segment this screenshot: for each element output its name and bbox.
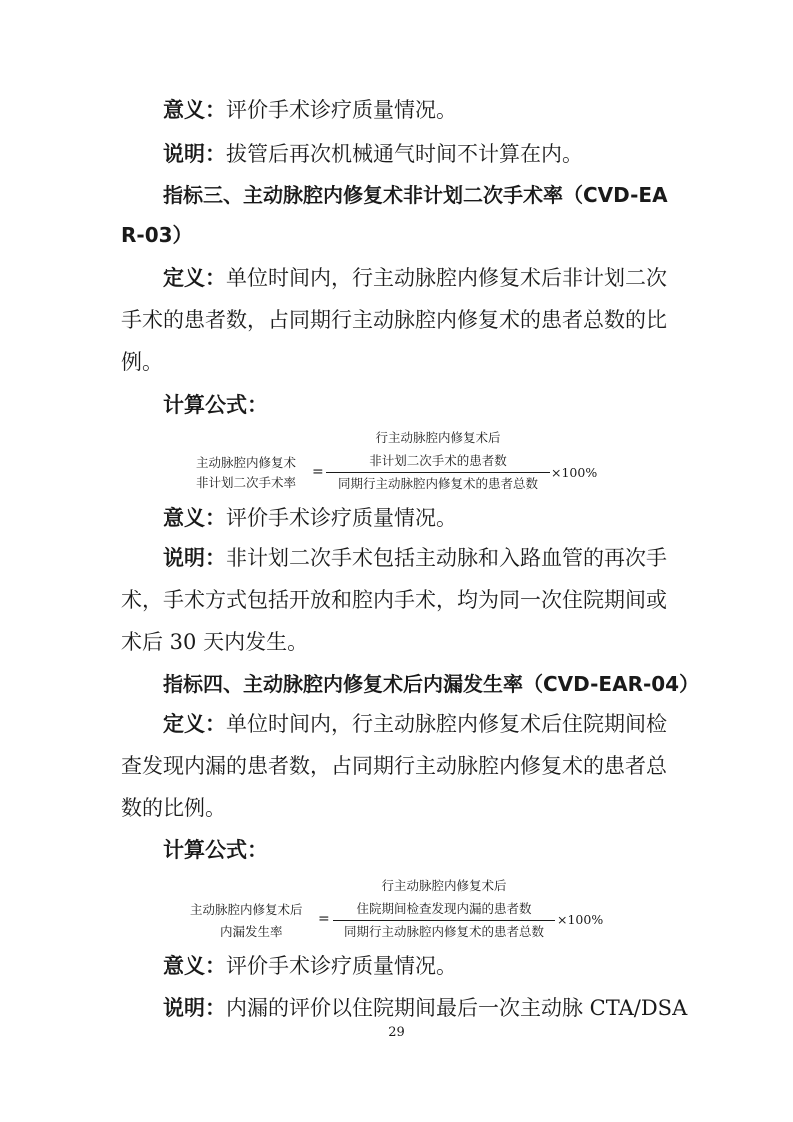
definition-3-line1 [163, 264, 667, 292]
formula-3-multiplier: ×100% [551, 465, 598, 480]
formula-3-fraction-bar [326, 472, 550, 473]
significance-text: 评价手术诊疗质量情况。 [226, 98, 457, 122]
note-3-line1 [163, 544, 667, 572]
definition-text: 单位时间内，行主动脉腔内修复术后非计划二次 [226, 266, 667, 290]
formula-4-lhs-line2: 内漏发生率 [220, 924, 283, 939]
note-4-paragraph [163, 994, 687, 1022]
formula-3-lhs-line1: 主动脉腔内修复术 [196, 455, 297, 470]
formula-4-numerator-line2: 住院期间检查发现内漏的患者数 [356, 901, 532, 916]
formula-4-fraction-bar [333, 920, 555, 921]
formula-3-numerator-line2: 非计划二次手术的患者数 [369, 453, 507, 468]
formula-4-title: 计算公式： [163, 838, 268, 862]
significance-text: 评价手术诊疗质量情况。 [226, 506, 457, 530]
note-label: 说明： [163, 996, 226, 1020]
significance-paragraph [163, 96, 457, 124]
indicator-3-heading-line1: 指标三、主动脉腔内修复术非计划二次手术率（CVD-EA [163, 183, 668, 207]
formula-4-lhs-line1: 主动脉腔内修复术后 [190, 902, 303, 917]
note-3-line3: 术后 30 天内发生。 [121, 630, 309, 654]
note-paragraph [163, 140, 583, 168]
significance-label: 意义： [163, 98, 226, 122]
significance-label: 意义： [163, 506, 226, 530]
note-text: 非计划二次手术包括主动脉和入路血管的再次手 [226, 546, 667, 570]
definition-label: 定义： [163, 712, 226, 736]
note-label: 说明： [163, 142, 226, 166]
formula-3-lhs-line2: 非计划二次手术率 [196, 475, 297, 490]
page-number: 29 [388, 1025, 405, 1040]
indicator-3-heading-line2: R-03） [121, 223, 193, 247]
note-label: 说明： [163, 546, 226, 570]
significance-3-paragraph [163, 504, 457, 532]
formula-3-title: 计算公式： [163, 393, 268, 417]
formula-4-equals: = [318, 911, 330, 927]
definition-4-line3: 数的比例。 [121, 796, 226, 820]
significance-4-paragraph [163, 952, 457, 980]
formula-3-denominator: 同期行主动脉腔内修复术的患者总数 [337, 476, 538, 491]
formula-4-denominator: 同期行主动脉腔内修复术的患者总数 [343, 924, 544, 939]
definition-label: 定义： [163, 266, 226, 290]
note-text: 内漏的评价以住院期间最后一次主动脉 CTA/DSA [226, 996, 688, 1020]
significance-text: 评价手术诊疗质量情况。 [226, 954, 457, 978]
formula-4-multiplier: ×100% [557, 912, 604, 927]
indicator-4-heading: 指标四、主动脉腔内修复术后内漏发生率（CVD-EAR-04） [163, 672, 700, 696]
definition-3-line3: 例。 [121, 350, 163, 374]
significance-label: 意义： [163, 954, 226, 978]
definition-4-line1 [163, 710, 667, 738]
formula-3-equals: = [312, 464, 324, 480]
note-3-line2: 术，手术方式包括开放和腔内手术，均为同一次住院期间或 [121, 588, 667, 612]
definition-text: 单位时间内，行主动脉腔内修复术后住院期间检 [226, 712, 667, 736]
formula-3-numerator-line1: 行主动脉腔内修复术后 [375, 430, 501, 445]
note-text: 拔管后再次机械通气时间不计算在内。 [226, 142, 583, 166]
definition-4-line2: 查发现内漏的患者数，占同期行主动脉腔内修复术的患者总 [121, 754, 667, 778]
definition-3-line2: 手术的患者数，占同期行主动脉腔内修复术的患者总数的比 [121, 308, 667, 332]
formula-4-numerator-line1: 行主动脉腔内修复术后 [381, 878, 507, 893]
